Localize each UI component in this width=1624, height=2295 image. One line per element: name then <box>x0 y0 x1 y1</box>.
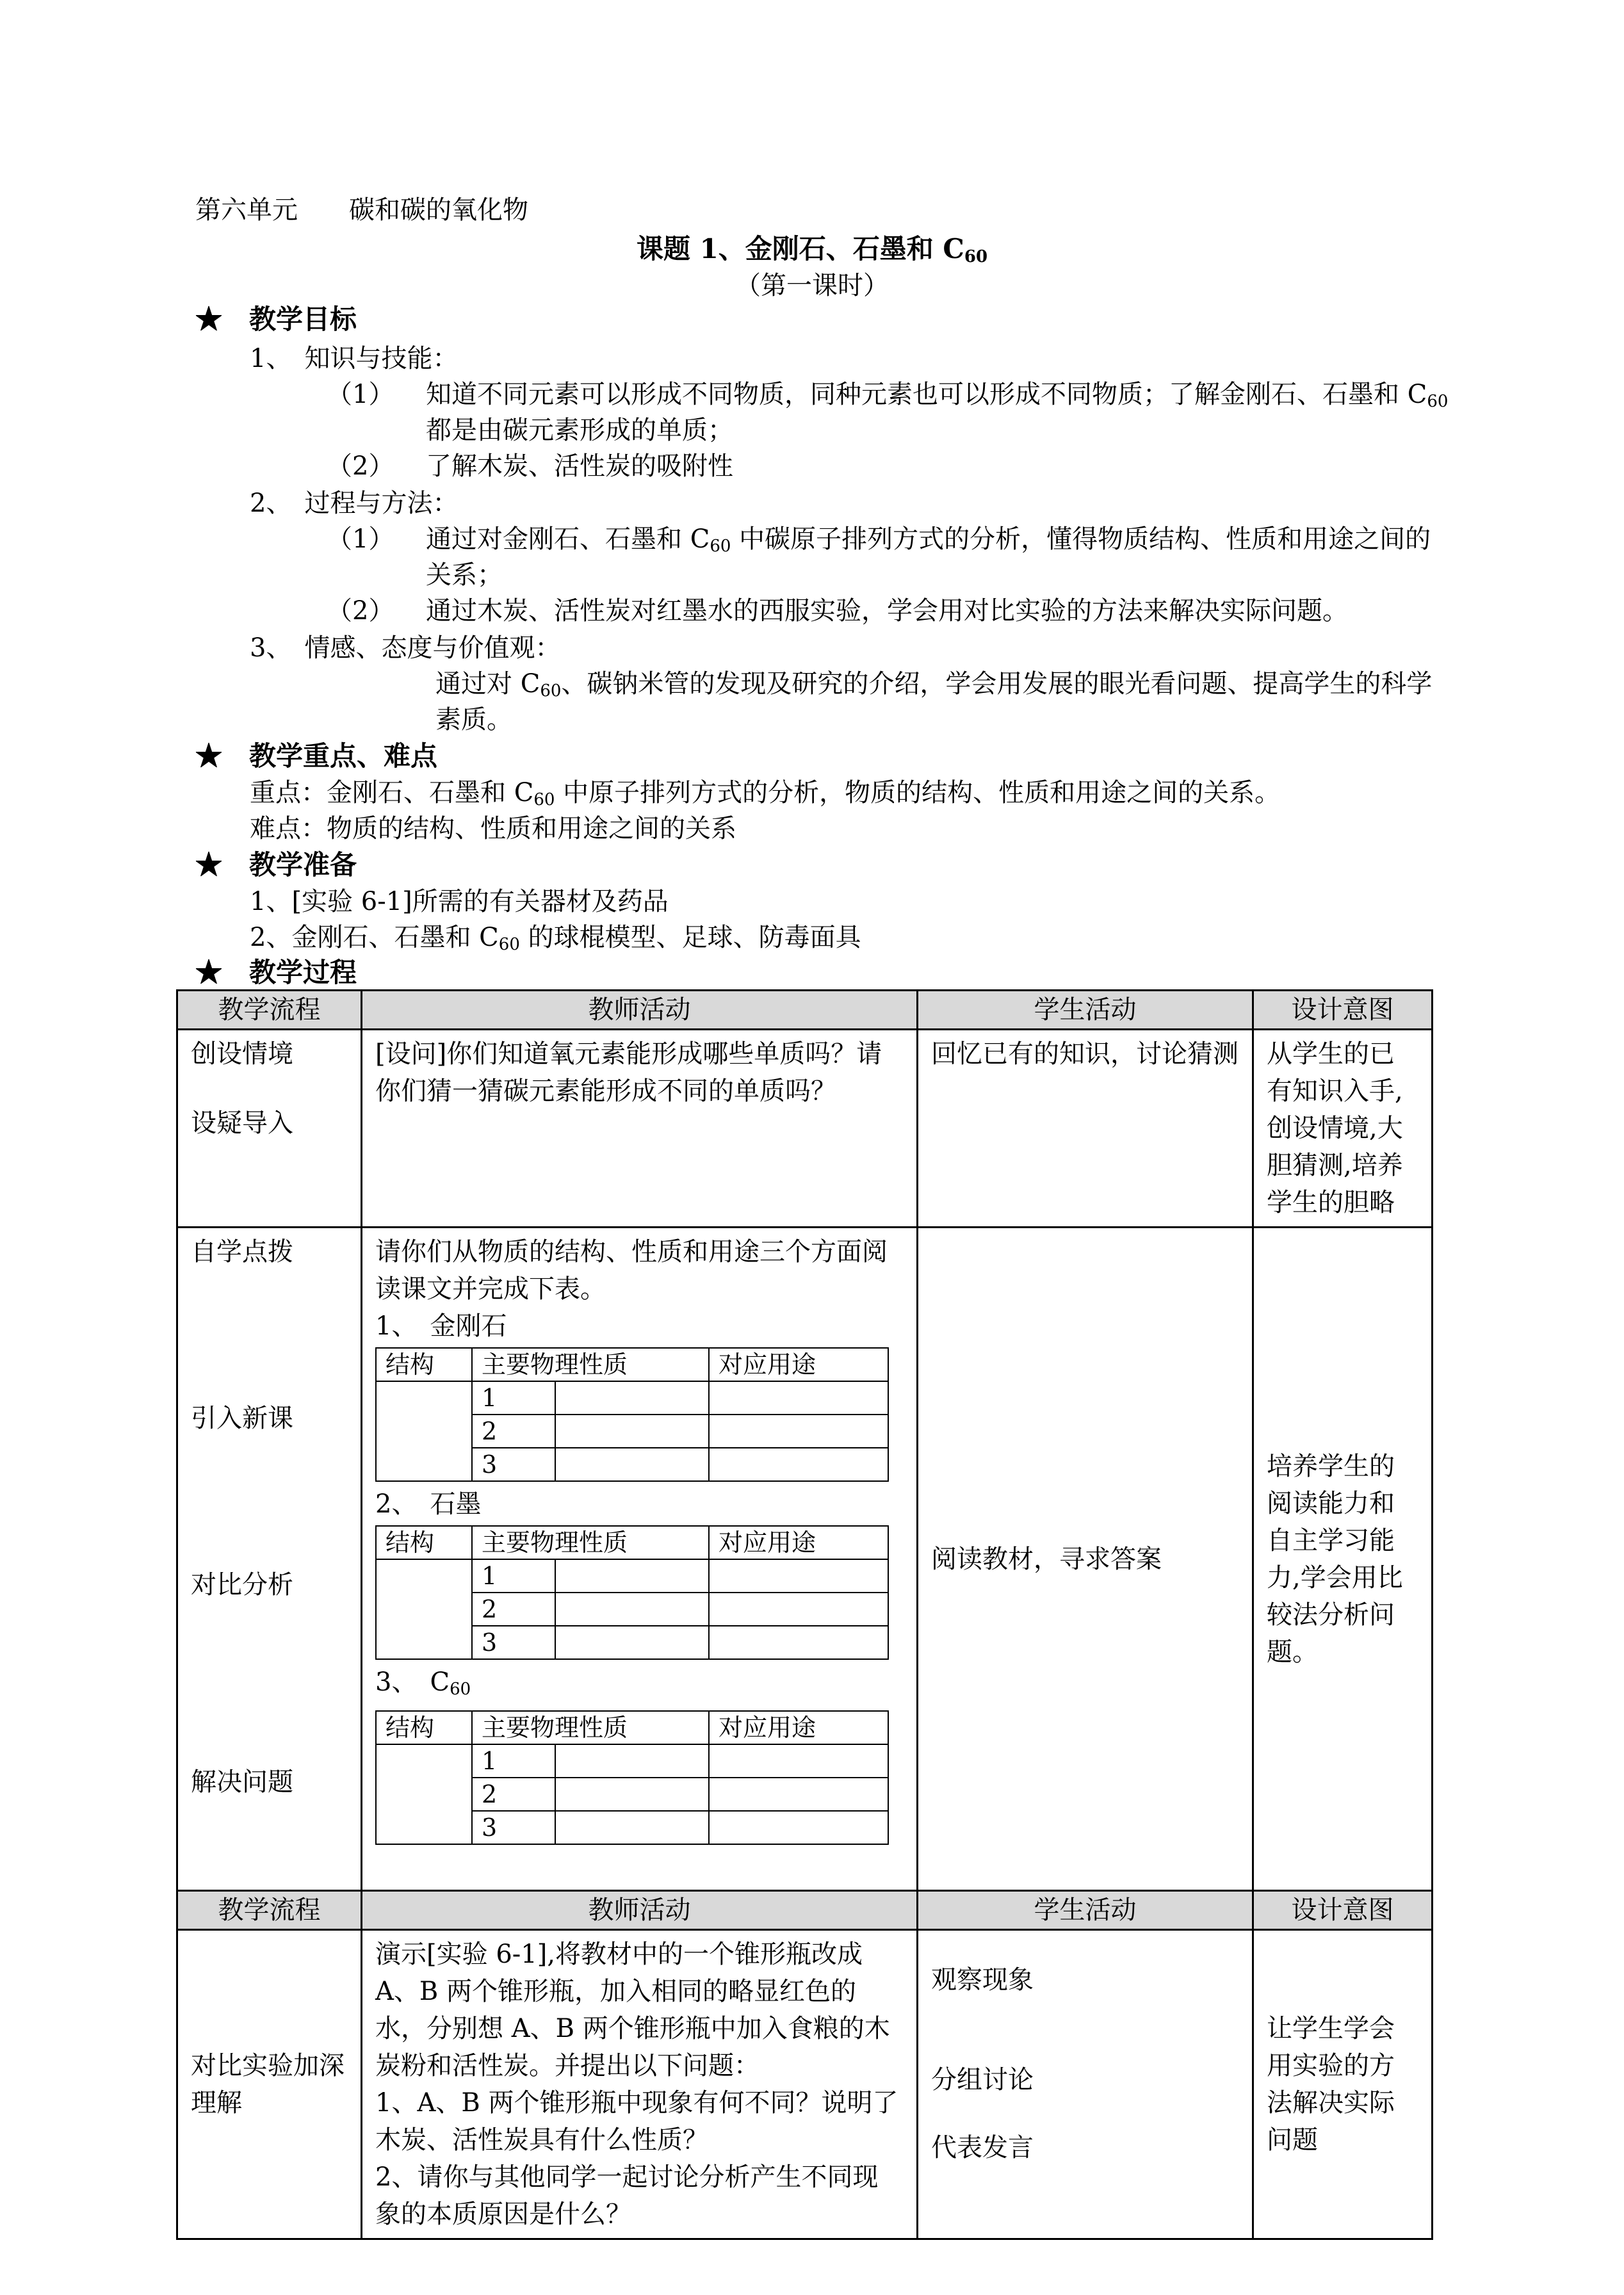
row2-teacher <box>362 1228 918 1891</box>
section-graphite: 2、 石墨 <box>375 1489 482 1519</box>
property-cell <box>555 1593 709 1626</box>
sub-header: 主要物理性质 <box>472 1711 709 1744</box>
prep-item-2: 2、金刚石、石墨和 $C_{60}$ 的球棍模型、足球、防毒面具 <box>250 923 861 954</box>
table-header-row <box>177 991 1433 1030</box>
structure-cell <box>376 1744 472 1844</box>
goal-attitude: 3、 情感、态度与价值观： <box>250 633 561 663</box>
keypoints-heading: ★ 教学重点、难点 <box>195 740 438 772</box>
goal-3-text: 通过对 $C_{60}$、碳钠米管的发现及研究的介绍，学会用发展的眼光看问题、提高学生的科学 <box>435 669 1433 701</box>
sub-row-num: 3 <box>472 1448 555 1481</box>
header-teacher: 教师活动 <box>362 991 918 1030</box>
table-row <box>177 1930 1433 2239</box>
sub-header: 结构 <box>376 1711 472 1744</box>
header-intent: 设计意图 <box>1253 991 1433 1030</box>
goal-2-2-text: 通过木炭、活性炭对红墨水的西服实验，学会用对比实验的方法来解决实际问题。 <box>426 596 1348 626</box>
goal-3-text-cont: 素质。 <box>435 705 512 734</box>
row3-intent: 让学生学会用实验的方法解决实际问题 <box>1253 1930 1433 2239</box>
sub-row-num: 3 <box>472 1811 555 1844</box>
diamond-table <box>375 1347 889 1482</box>
goal-2-1-number: （1） <box>327 524 394 554</box>
goal-2-2-number: （2） <box>327 596 394 626</box>
sub-header: 对应用途 <box>709 1711 888 1744</box>
goal-1-2-text: 了解木炭、活性炭的吸附性 <box>426 451 733 481</box>
property-cell <box>555 1778 709 1811</box>
flow-label: 引入新课 <box>191 1404 293 1433</box>
sub-header: 结构 <box>376 1348 472 1381</box>
row1-intent: 从学生的已有知识入手,创设情境,大胆猜测,培养学生的胆略 <box>1253 1030 1433 1228</box>
header-student: 学生活动 <box>918 1891 1253 1930</box>
goal-1-1-text: 知道不同元素可以形成不同物质，同种元素也可以形成不同物质；了解金刚石、石墨和 $C_{60}$ <box>426 380 1449 411</box>
lesson-title: 课题 1、金刚石、石墨和 $C_{60}$ <box>636 233 988 266</box>
process-heading: ★ 教学过程 <box>195 957 357 988</box>
key-point: 重点：金刚石、石墨和 $C_{60}$ 中原子排列方式的分析，物质的结构、性质和用途之间的关系。 <box>250 778 1281 809</box>
goal-process: 2、 过程与方法： <box>250 489 459 518</box>
teacher-demo: 演示[实验 6-1],将教材中的一个锥形瓶改成 A、B 两个锥形瓶，加入相同的略显红色的水，分别想 A、B 两个锥形瓶中加入食粮的木炭粉和活性炭。并提出以下问题： <box>375 1940 890 2080</box>
header-student: 学生活动 <box>918 991 1253 1030</box>
flow-label: 自学点拨 <box>191 1237 293 1267</box>
use-cell <box>709 1559 888 1593</box>
use-cell <box>709 1448 888 1481</box>
teacher-intro: 请你们从物质的结构、性质和用途三个方面阅读课文并完成下表。 <box>375 1237 888 1304</box>
goals-heading: ★ 教学目标 <box>195 304 357 335</box>
header-flow: 教学流程 <box>177 991 362 1030</box>
goal-knowledge: 1、 知识与技能： <box>250 344 459 373</box>
header-flow: 教学流程 <box>177 1891 362 1930</box>
teaching-process-table <box>176 989 1433 2240</box>
prep-item-1: 1、[实验 6-1]所需的有关器材及药品 <box>250 887 669 916</box>
property-cell <box>555 1559 709 1593</box>
use-cell <box>709 1744 888 1778</box>
property-cell <box>555 1744 709 1778</box>
flow-label: 创设情境 <box>191 1039 293 1069</box>
use-cell <box>709 1381 888 1415</box>
use-cell <box>709 1811 888 1844</box>
c60-table <box>375 1710 889 1845</box>
row2-student: 阅读教材，寻求答案 <box>918 1228 1253 1891</box>
table-row <box>177 1228 1433 1891</box>
use-cell <box>709 1778 888 1811</box>
row2-flow <box>177 1228 362 1891</box>
flow-label: 对比分析 <box>191 1570 293 1600</box>
sub-row-num: 1 <box>472 1381 555 1415</box>
sub-header: 结构 <box>376 1526 472 1559</box>
sub-row-num: 3 <box>472 1626 555 1659</box>
use-cell <box>709 1415 888 1448</box>
unit-title: 第六单元 碳和碳的氧化物 <box>195 195 528 225</box>
sub-header: 主要物理性质 <box>472 1348 709 1381</box>
row1-student: 回忆已有的知识，讨论猜测 <box>918 1030 1253 1228</box>
goal-1-1-text-cont: 都是由碳元素形成的单质； <box>426 416 733 445</box>
graphite-table <box>375 1525 889 1660</box>
section-diamond: 1、 金刚石 <box>375 1311 507 1341</box>
row1-flow <box>177 1030 362 1228</box>
sub-row-num: 2 <box>472 1778 555 1811</box>
goal-2-1-text-cont: 关系； <box>426 560 503 590</box>
sub-row-num: 2 <box>472 1415 555 1448</box>
lesson-period: （第一课时） <box>735 271 889 300</box>
table-row <box>177 1030 1433 1228</box>
flow-label: 设疑导入 <box>191 1108 293 1138</box>
row1-teacher: [设问]你们知道氧元素能形成哪些单质吗？请你们猜一猜碳元素能形成不同的单质吗？ <box>362 1030 918 1228</box>
sub-header: 对应用途 <box>709 1348 888 1381</box>
row3-flow: 对比实验加深理解 <box>177 1930 362 2239</box>
row2-intent: 培养学生的阅读能力和自主学习能力,学会用比较法分析问题。 <box>1253 1228 1433 1891</box>
use-cell <box>709 1593 888 1626</box>
property-cell <box>555 1811 709 1844</box>
teacher-question-2: 2、请你与其他同学一起讨论分析产生不同现象的本质原因是什么？ <box>375 2162 879 2229</box>
prep-heading: ★ 教学准备 <box>195 849 357 880</box>
property-cell <box>555 1448 709 1481</box>
row3-student <box>918 1930 1253 2239</box>
sub-row-num: 1 <box>472 1744 555 1778</box>
sub-header: 对应用途 <box>709 1526 888 1559</box>
flow-label: 解决问题 <box>191 1767 293 1797</box>
property-cell <box>555 1626 709 1659</box>
header-teacher: 教师活动 <box>362 1891 918 1930</box>
property-cell <box>555 1415 709 1448</box>
structure-cell <box>376 1559 472 1659</box>
goal-1-2-number: （2） <box>327 451 394 481</box>
header-intent: 设计意图 <box>1253 1891 1433 1930</box>
section-c60: 3、 $C_{60}$ <box>375 1667 471 1699</box>
teacher-question-1: 1、A、B 两个锥形瓶中现象有何不同？说明了木炭、活性炭具有什么性质？ <box>375 2088 898 2155</box>
table-header-row-repeat <box>177 1891 1433 1930</box>
difficult-point: 难点：物质的结构、性质和用途之间的关系 <box>250 814 736 843</box>
student-activity: 分组讨论 <box>931 2065 1034 2095</box>
sub-row-num: 2 <box>472 1593 555 1626</box>
sub-row-num: 1 <box>472 1559 555 1593</box>
use-cell <box>709 1626 888 1659</box>
student-activity: 代表发言 <box>931 2133 1034 2162</box>
structure-cell <box>376 1381 472 1481</box>
property-cell <box>555 1381 709 1415</box>
student-activity: 观察现象 <box>931 1965 1034 1995</box>
sub-header: 主要物理性质 <box>472 1526 709 1559</box>
row3-teacher <box>362 1930 918 2239</box>
goal-1-1-number: （1） <box>327 380 394 409</box>
goal-2-1-text: 通过对金刚石、石墨和 $C_{60}$ 中碳原子排列方式的分析，懂得物质结构、性质和用途之间的 <box>426 524 1431 556</box>
